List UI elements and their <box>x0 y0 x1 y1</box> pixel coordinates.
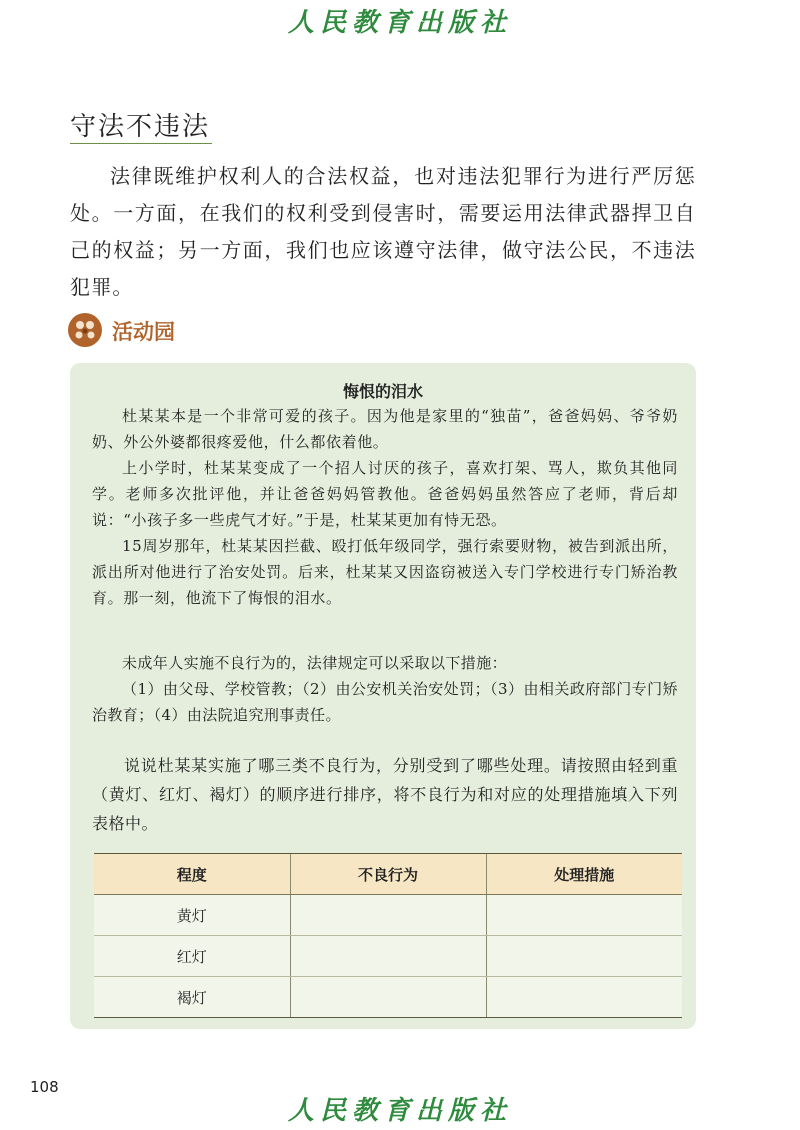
table-header-cell: 程度 <box>94 854 290 895</box>
table-cell-behavior[interactable] <box>290 936 486 977</box>
table-cell-measure[interactable] <box>486 895 682 936</box>
story-paragraph: 杜某某本是一个非常可爱的孩子。因为他是家里的“独苗”，爸爸妈妈、爷爷奶奶、外公外婆都很疼爱他，什么都依着他。 <box>92 407 678 451</box>
page-number: 108 <box>30 1078 59 1096</box>
task-instructions: 说说杜某某实施了哪三类不良行为，分别受到了哪些处理。请按照由轻到重（黄灯、红灯、褐灯）的顺序进行排序，将不良行为和对应的处理措施填入下列表格中。 <box>92 756 678 833</box>
table-cell-behavior[interactable] <box>290 977 486 1018</box>
table-cell-measure[interactable] <box>486 936 682 977</box>
publisher-logo-top: 人民教育出版社 <box>287 8 512 38</box>
table-row <box>94 977 682 1018</box>
story-text <box>92 403 678 611</box>
legal-measures <box>92 650 678 728</box>
story-paragraph: 上小学时，杜某某变成了一个招人讨厌的孩子，喜欢打架、骂人，欺负其他同学。老师多次批评他，并让爸爸妈妈管教他。爸爸妈妈虽然答应了老师，背后却说：“小孩子多一些虎气才好。”于是，杜某某更加有恃无恐。 <box>92 459 678 529</box>
story-title: 悔恨的泪水 <box>342 382 423 401</box>
table-row <box>94 936 682 977</box>
behavior-table <box>94 853 682 1018</box>
rules-intro: 未成年人实施不良行为的，法律规定可以采取以下措施： <box>122 654 508 672</box>
activity-garden-icon <box>68 313 102 347</box>
table-cell-level: 黄灯 <box>94 895 290 936</box>
table-cell-measure[interactable] <box>486 977 682 1018</box>
table-cell-level: 红灯 <box>94 936 290 977</box>
story-paragraph: 15周岁那年，杜某某因拦截、殴打低年级同学，强行索要财物，被告到派出所，派出所对他进行了治安处罚。后来，杜某某又因盗窃被送入专门学校进行专门矫治教育。那一刻，他流下了悔恨的泪水。 <box>92 537 678 607</box>
table-header-cell: 不良行为 <box>290 854 486 895</box>
table-cell-behavior[interactable] <box>290 895 486 936</box>
rules-list: （1）由父母、学校管教；（2）由公安机关治安处罚；（3）由相关政府部门专门矫治教育；（4）由法院追究刑事责任。 <box>92 680 678 724</box>
section-title: 守法不违法 <box>70 112 211 142</box>
activity-label: 活动园 <box>112 320 175 344</box>
table-row <box>94 895 682 936</box>
publisher-logo-bottom: 人民教育出版社 <box>287 1096 512 1126</box>
activity-panel <box>70 363 696 1029</box>
title-underline <box>70 143 212 144</box>
table-header-cell: 处理措施 <box>486 854 682 895</box>
table-header-row <box>94 854 682 895</box>
intro-paragraph: 法律既维护权利人的合法权益，也对违法犯罪行为进行严厉惩处。一方面，在我们的权利受到侵害时，需要运用法律武器捍卫自己的权益；另一方面，我们也应该遵守法律，做守法公民，不违法犯罪。 <box>70 164 696 299</box>
table-cell-level: 褐灯 <box>94 977 290 1018</box>
